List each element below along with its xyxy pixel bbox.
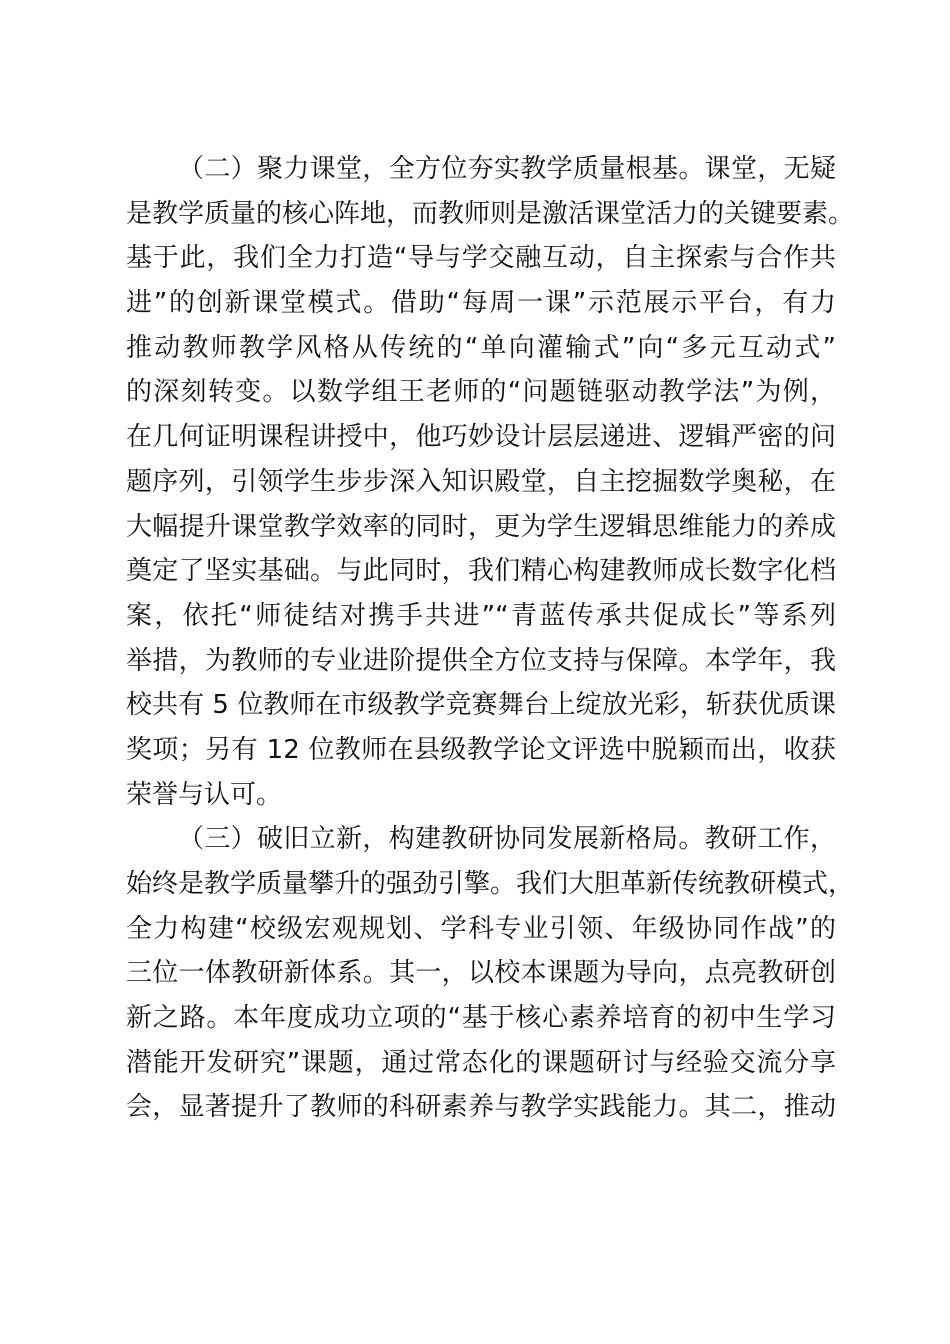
paragraph-2-line-7: 在几何证明课程讲授中，他巧妙设计层层递进、逻辑严密的问 bbox=[126, 422, 836, 453]
paragraph-2-line-12: 举措，为教师的专业进阶提供全方位支持与保障。本学年，我 bbox=[126, 645, 836, 676]
paragraph-2-line-9: 大幅提升课堂教学效率的同时，更为学生逻辑思维能力的养成 bbox=[126, 511, 836, 542]
paragraph-3-line-5: 新之路。本年度成功立项的“基于核心素养培育的初中生学习 bbox=[126, 1003, 836, 1034]
paragraph-3-line-6: 潜能开发研究”课题，通过常态化的课题研讨与经验交流分享 bbox=[126, 1047, 836, 1078]
document-body bbox=[126, 147, 855, 1130]
paragraph-3-line-2: 始终是教学质量攀升的强劲引擎。我们大胆革新传统教研模式， bbox=[126, 869, 855, 899]
paragraph-3-line-3: 全力构建“校级宏观规划、学科专业引领、年级协同作战”的 bbox=[126, 913, 836, 944]
paragraph-2-line-11: 案，依托“师徒结对携手共进”“青蓝传承共促成长”等系列 bbox=[126, 600, 836, 631]
paragraph-2-line-15: 荣誉与认可。 bbox=[126, 779, 283, 810]
paragraph-3-line-1: （三）破旧立新，构建教研协同发展新格局。教研工作， bbox=[178, 824, 836, 855]
paragraph-2-line-10: 奠定了坚实基础。与此同时，我们精心构建教师成长数字化档 bbox=[126, 556, 836, 587]
paragraph-3-line-4: 三位一体教研新体系。其一，以校本课题为导向，点亮教研创 bbox=[126, 958, 836, 989]
paragraph-3-line-7: 会，显著提升了教师的科研素养与教学实践能力。其二，推动 bbox=[126, 1092, 836, 1123]
paragraph-2-line-1: （二）聚力课堂，全方位夯实教学质量根基。课堂，无疑 bbox=[178, 154, 836, 184]
paragraph-2-line-3: 基于此，我们全力打造“导与学交融互动，自主探索与合作共 bbox=[126, 243, 836, 274]
paragraph-2-line-4: 进”的创新课堂模式。借助“每周一课”示范展示平台，有力 bbox=[126, 288, 836, 319]
paragraph-2-line-8: 题序列，引领学生步步深入知识殿堂，自主挖掘数学奥秘，在 bbox=[126, 466, 836, 497]
paragraph-2-line-6: 的深刻转变。以数学组王老师的“问题链驱动教学法”为例， bbox=[126, 377, 836, 408]
paragraph-2-line-5: 推动教师教学风格从传统的“单向灌输式”向“多元互动式” bbox=[126, 332, 836, 363]
paragraph-2-line-14: 奖项；另有 12 位教师在县级教学论文评选中脱颖而出，收获 bbox=[126, 734, 836, 765]
paragraph-2-line-2: 是教学质量的核心阵地，而教师则是激活课堂活力的关键要素。 bbox=[126, 198, 855, 229]
paragraph-2-line-13: 校共有 5 位教师在市级教学竞赛舞台上绽放光彩，斩获优质课 bbox=[126, 690, 836, 721]
